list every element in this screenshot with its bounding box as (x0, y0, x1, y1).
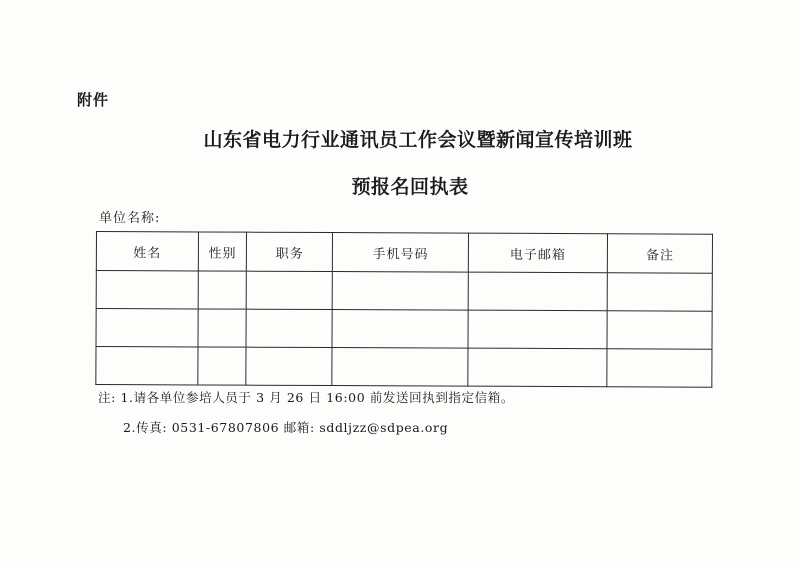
header-name: 姓名 (96, 232, 198, 271)
cell-gender[interactable] (198, 309, 247, 347)
registration-table (95, 231, 713, 388)
table-row (96, 347, 712, 388)
cell-remark[interactable] (607, 311, 712, 349)
cell-name[interactable] (96, 309, 198, 347)
cell-gender[interactable] (198, 347, 247, 385)
document-subtitle: 预报名回执表 (351, 176, 469, 198)
cell-position[interactable] (246, 309, 332, 347)
header-phone: 手机号码 (333, 233, 469, 273)
cell-remark[interactable] (607, 349, 712, 387)
header-email: 电子邮箱 (468, 233, 608, 273)
document-title: 山东省电力行业通讯员工作会议暨新闻宣传培训班 (203, 129, 633, 151)
cell-position[interactable] (247, 271, 333, 309)
header-gender: 性别 (198, 232, 247, 271)
table-row (96, 309, 712, 350)
cell-phone[interactable] (333, 272, 469, 311)
note-deadline: 注: 1.请各单位参培人员于 3 月 26 日 16:00 前发送回执到指定信箱。 (98, 390, 514, 405)
header-remark: 备注 (607, 234, 712, 273)
cell-gender[interactable] (198, 271, 247, 309)
unit-name-label: 单位名称: (99, 211, 161, 226)
cell-email[interactable] (468, 272, 608, 311)
cell-email[interactable] (468, 310, 608, 349)
note-contact: 2.传真: 0531-67807806 邮箱: sddljzz@sdpea.org (123, 420, 449, 435)
table-header-row (96, 232, 712, 274)
cell-email[interactable] (468, 348, 608, 387)
cell-remark[interactable] (607, 273, 712, 311)
cell-name[interactable] (96, 347, 198, 385)
cell-phone[interactable] (332, 348, 468, 387)
cell-name[interactable] (96, 271, 198, 309)
attachment-label: 附件 (77, 91, 110, 109)
header-position: 职务 (247, 232, 333, 271)
cell-position[interactable] (246, 347, 332, 385)
table-row (96, 271, 712, 312)
cell-phone[interactable] (332, 310, 468, 349)
